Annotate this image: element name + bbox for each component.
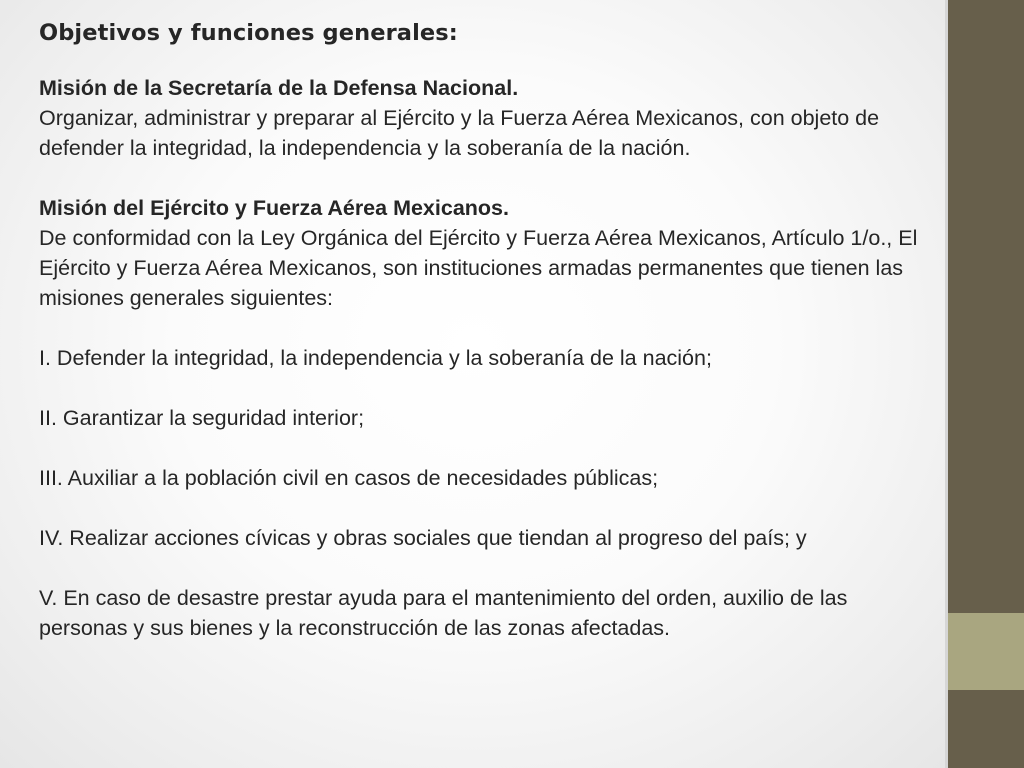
spacer [39, 433, 929, 463]
slide-content [39, 14, 929, 643]
list-item: V. En caso de desastre prestar ayuda para el mantenimiento del orden, auxilio de las personas y sus bienes y la reconstrucción de las zonas afectadas. [39, 586, 848, 640]
spacer [39, 163, 929, 193]
side-accent-block [948, 613, 1024, 690]
spacer [39, 493, 929, 523]
list-item: I. Defender la integridad, la independencia y la soberanía de la nación; [39, 346, 712, 370]
list-item: III. Auxiliar a la población civil en casos de necesidades públicas; [39, 466, 659, 490]
spacer [39, 553, 929, 583]
list-item: II. Garantizar la seguridad interior; [39, 406, 365, 430]
section1-body: Organizar, administrar y preparar al Ejército y la Fuerza Aérea Mexicanos, con objeto de defender la integridad, la independencia y la soberanía de la nación. [39, 106, 880, 160]
spacer [39, 373, 929, 403]
slide-title: Objetivos y funciones generales: [39, 20, 458, 46]
section1-heading: Misión de la Secretaría de la Defensa Nacional. [39, 76, 519, 100]
section2-heading: Misión del Ejército y Fuerza Aérea Mexicanos. [39, 196, 509, 220]
list-item: IV. Realizar acciones cívicas y obras sociales que tiendan al progreso del país; y [39, 526, 807, 550]
spacer [39, 313, 929, 343]
section2-body: De conformidad con la Ley Orgánica del Ejército y Fuerza Aérea Mexicanos, Artículo 1/o., El Ejército y Fuerza Aérea Mexicanos, son instituciones armadas permanentes que tienen las misiones generales siguientes: [39, 226, 918, 310]
